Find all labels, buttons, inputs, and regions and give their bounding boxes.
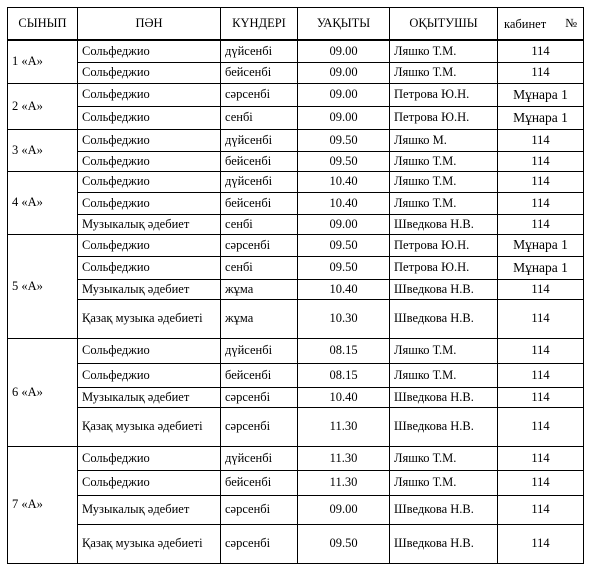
table-row	[8, 387, 584, 407]
class-cell: 5 «А»	[8, 234, 78, 338]
day-cell: бейсенбі	[221, 151, 298, 171]
cabinet-cell: 114	[498, 62, 584, 83]
cabinet-cell: 114	[498, 407, 584, 446]
table-row	[8, 62, 584, 83]
time-cell: 09.00	[298, 83, 390, 106]
cabinet-cell: 114	[498, 495, 584, 524]
cabinet-cell: 114	[498, 524, 584, 563]
subject-cell: Сольфеджио	[78, 363, 221, 387]
cabinet-cell: 114	[498, 338, 584, 363]
day-cell: бейсенбі	[221, 192, 298, 214]
cabinet-cell: 114	[498, 299, 584, 338]
subject-cell: Музыкалық әдебиет	[78, 214, 221, 234]
header-time: УАҚЫТЫ	[298, 8, 390, 41]
teacher-cell: Петрова Ю.Н.	[390, 106, 498, 129]
table-row	[8, 279, 584, 299]
table-row	[8, 214, 584, 234]
time-cell: 08.15	[298, 363, 390, 387]
table-row	[8, 256, 584, 279]
time-cell: 09.00	[298, 106, 390, 129]
time-cell: 10.40	[298, 192, 390, 214]
time-cell: 09.00	[298, 40, 390, 62]
day-cell: сенбі	[221, 214, 298, 234]
day-cell: сәрсенбі	[221, 234, 298, 256]
table-row	[8, 129, 584, 151]
schedule-body	[8, 40, 584, 563]
time-cell: 09.50	[298, 256, 390, 279]
cabinet-cell: 114	[498, 192, 584, 214]
subject-cell: Сольфеджио	[78, 192, 221, 214]
class-cell: 6 «А»	[8, 338, 78, 446]
cabinet-cell: 114	[498, 387, 584, 407]
teacher-cell: Шведкова Н.В.	[390, 299, 498, 338]
table-row	[8, 192, 584, 214]
subject-cell: Қазақ музыка әдебиеті	[78, 299, 221, 338]
class-cell: 4 «А»	[8, 171, 78, 234]
class-cell: 3 «А»	[8, 129, 78, 171]
time-cell: 10.40	[298, 171, 390, 192]
teacher-cell: Петрова Ю.Н.	[390, 83, 498, 106]
table-row	[8, 299, 584, 338]
subject-cell: Сольфеджио	[78, 256, 221, 279]
day-cell: дүйсенбі	[221, 171, 298, 192]
subject-cell: Сольфеджио	[78, 446, 221, 470]
time-cell: 09.50	[298, 524, 390, 563]
time-cell: 10.40	[298, 387, 390, 407]
subject-cell: Қазақ музыка әдебиеті	[78, 407, 221, 446]
day-cell: сенбі	[221, 106, 298, 129]
subject-cell: Сольфеджио	[78, 83, 221, 106]
cabinet-cell: Мұнара 1	[498, 256, 584, 279]
cabinet-cell: 114	[498, 214, 584, 234]
day-cell: бейсенбі	[221, 62, 298, 83]
header-subject: ПӘН	[78, 8, 221, 41]
time-cell: 09.50	[298, 234, 390, 256]
teacher-cell: Ляшко Т.М.	[390, 446, 498, 470]
time-cell: 11.30	[298, 470, 390, 495]
subject-cell: Сольфеджио	[78, 151, 221, 171]
subject-cell: Сольфеджио	[78, 40, 221, 62]
cabinet-cell: 114	[498, 129, 584, 151]
time-cell: 09.00	[298, 214, 390, 234]
header-class: СЫНЫП	[8, 8, 78, 41]
header-number-sign: №	[565, 16, 577, 30]
subject-cell: Сольфеджио	[78, 470, 221, 495]
day-cell: бейсенбі	[221, 363, 298, 387]
subject-cell: Қазақ музыка әдебиеті	[78, 524, 221, 563]
subject-cell: Сольфеджио	[78, 106, 221, 129]
table-row	[8, 470, 584, 495]
cabinet-cell: Мұнара 1	[498, 234, 584, 256]
cabinet-cell: Мұнара 1	[498, 83, 584, 106]
teacher-cell: Ляшко Т.М.	[390, 40, 498, 62]
cabinet-cell: 114	[498, 40, 584, 62]
subject-cell: Сольфеджио	[78, 234, 221, 256]
teacher-cell: Петрова Ю.Н.	[390, 234, 498, 256]
day-cell: дүйсенбі	[221, 40, 298, 62]
cabinet-cell: 114	[498, 470, 584, 495]
teacher-cell: Шведкова Н.В.	[390, 214, 498, 234]
table-row	[8, 83, 584, 106]
cabinet-cell: 114	[498, 171, 584, 192]
day-cell: сәрсенбі	[221, 524, 298, 563]
time-cell: 09.50	[298, 151, 390, 171]
time-cell: 09.00	[298, 495, 390, 524]
table-row	[8, 40, 584, 62]
day-cell: жұма	[221, 279, 298, 299]
day-cell: сәрсенбі	[221, 83, 298, 106]
teacher-cell: Ляшко М.	[390, 129, 498, 151]
teacher-cell: Ляшко Т.М.	[390, 192, 498, 214]
subject-cell: Сольфеджио	[78, 129, 221, 151]
class-cell: 7 «А»	[8, 446, 78, 563]
subject-cell: Музыкалық әдебиет	[78, 387, 221, 407]
day-cell: сәрсенбі	[221, 495, 298, 524]
day-cell: сенбі	[221, 256, 298, 279]
schedule-table	[7, 7, 584, 564]
cabinet-cell: 114	[498, 363, 584, 387]
cabinet-cell: 114	[498, 279, 584, 299]
day-cell: дүйсенбі	[221, 129, 298, 151]
time-cell: 09.00	[298, 62, 390, 83]
teacher-cell: Шведкова Н.В.	[390, 495, 498, 524]
class-cell: 2 «А»	[8, 83, 78, 129]
day-cell: сәрсенбі	[221, 387, 298, 407]
table-row	[8, 234, 584, 256]
day-cell: жұма	[221, 299, 298, 338]
cabinet-cell: 114	[498, 446, 584, 470]
subject-cell: Музыкалық әдебиет	[78, 279, 221, 299]
teacher-cell: Ляшко Т.М.	[390, 363, 498, 387]
cabinet-cell: Мұнара 1	[498, 106, 584, 129]
header-days: КҮНДЕРІ	[221, 8, 298, 41]
table-row	[8, 338, 584, 363]
teacher-cell: Ляшко Т.М.	[390, 470, 498, 495]
teacher-cell: Ляшко Т.М.	[390, 62, 498, 83]
table-row	[8, 407, 584, 446]
time-cell: 09.50	[298, 129, 390, 151]
header-row	[8, 8, 584, 41]
table-row	[8, 363, 584, 387]
time-cell: 11.30	[298, 407, 390, 446]
day-cell: сәрсенбі	[221, 407, 298, 446]
subject-cell: Сольфеджио	[78, 62, 221, 83]
table-row	[8, 106, 584, 129]
header-cabinet-label: кабинет	[504, 17, 547, 31]
header-teacher: ОҚЫТУШЫ	[390, 8, 498, 41]
time-cell: 08.15	[298, 338, 390, 363]
table-row	[8, 171, 584, 192]
time-cell: 11.30	[298, 446, 390, 470]
teacher-cell: Ляшко Т.М.	[390, 338, 498, 363]
time-cell: 10.30	[298, 299, 390, 338]
cabinet-cell: 114	[498, 151, 584, 171]
teacher-cell: Ляшко Т.М.	[390, 151, 498, 171]
teacher-cell: Шведкова Н.В.	[390, 407, 498, 446]
table-row	[8, 524, 584, 563]
teacher-cell: Шведкова Н.В.	[390, 279, 498, 299]
teacher-cell: Шведкова Н.В.	[390, 524, 498, 563]
table-row	[8, 495, 584, 524]
teacher-cell: Шведкова Н.В.	[390, 387, 498, 407]
subject-cell: Сольфеджио	[78, 171, 221, 192]
subject-cell: Музыкалық әдебиет	[78, 495, 221, 524]
table-row	[8, 151, 584, 171]
day-cell: бейсенбі	[221, 470, 298, 495]
time-cell: 10.40	[298, 279, 390, 299]
subject-cell: Сольфеджио	[78, 338, 221, 363]
day-cell: дүйсенбі	[221, 446, 298, 470]
day-cell: дүйсенбі	[221, 338, 298, 363]
teacher-cell: Ляшко Т.М.	[390, 171, 498, 192]
header-cabinet	[498, 8, 584, 41]
teacher-cell: Петрова Ю.Н.	[390, 256, 498, 279]
table-row	[8, 446, 584, 470]
class-cell: 1 «А»	[8, 40, 78, 83]
